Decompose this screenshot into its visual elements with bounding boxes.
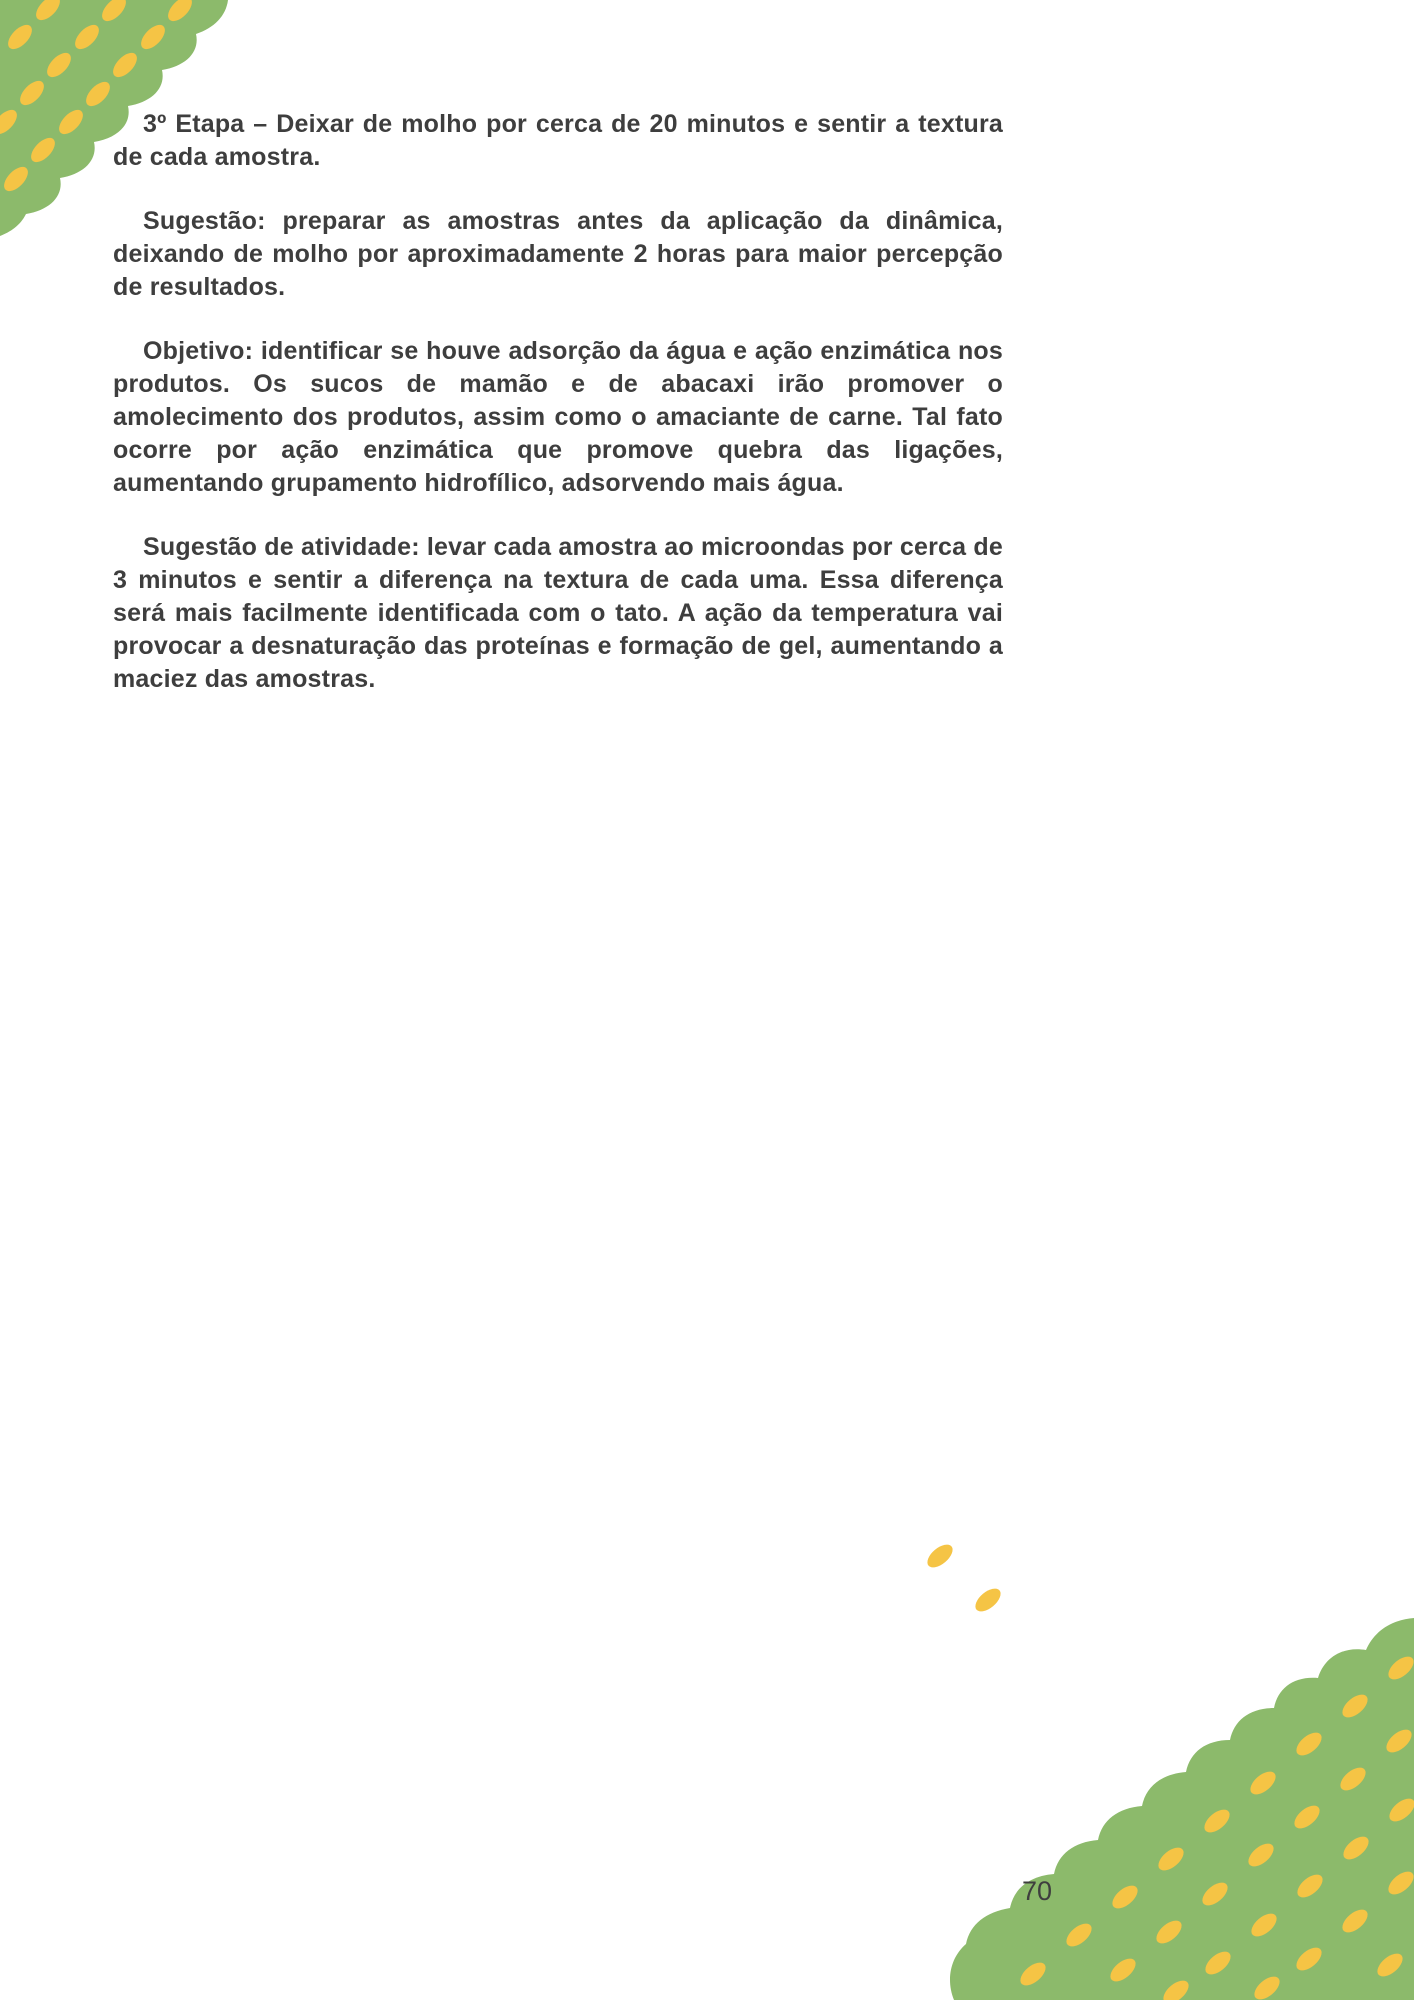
bottom-right-corner-decoration xyxy=(854,1360,1414,2000)
green-blob-icon xyxy=(950,1618,1414,2000)
paragraph-step3: 3º Etapa – Deixar de molho por cerca de 20 minutos e sentir a textura de cada amostra. xyxy=(113,110,1003,171)
page-number: 70 xyxy=(1022,1876,1053,1906)
paragraph-suggestion: Sugestão: preparar as amostras antes da aplicação da dinâmica, deixando de molho por aproximadamente 2 horas para maior percepção de resultados. xyxy=(113,207,1003,301)
paragraph-objective: Objetivo: identificar se houve adsorção da água e ação enzimática nos produtos. Os sucos de mamão e de abacaxi irão promover o amolecimento dos produtos, assim como o amaciante de carne. Tal fato ocorre por ação enzimática que promove quebra das ligações, aumentando grupamento hidrofílico, adsorvendo mais água. xyxy=(113,337,1003,497)
paragraph-activity-suggestion: Sugestão de atividade: levar cada amostra ao microondas por cerca de 3 minutos e sentir a diferença na textura de cada uma. Essa diferença será mais facilmente identificada com o tato. A ação da temperatura vai provocar a desnaturação das proteínas e formação de gel, aumentando a maciez das amostras. xyxy=(113,533,1003,693)
page-content xyxy=(113,108,1003,727)
